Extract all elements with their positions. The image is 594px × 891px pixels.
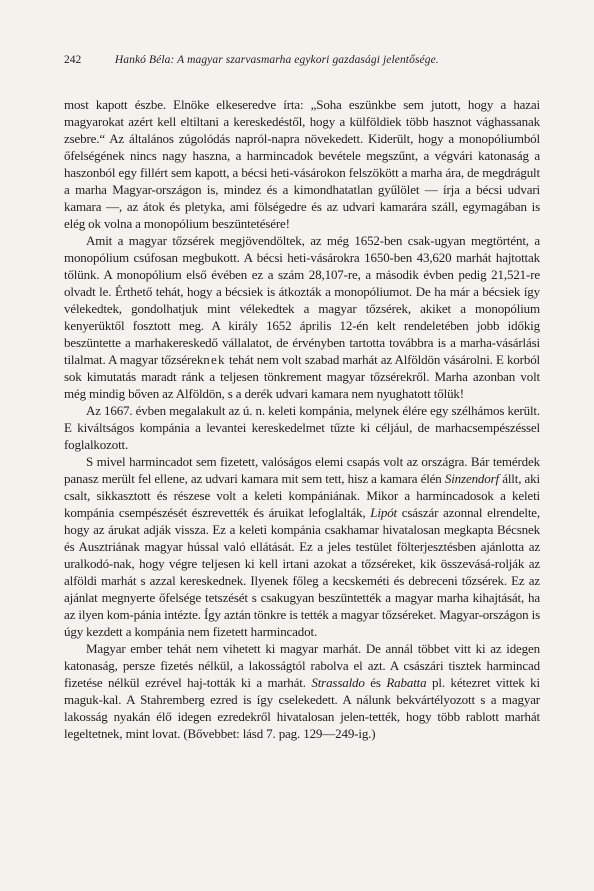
- paragraph: [64, 402, 540, 453]
- text-run: Rabatta: [386, 675, 427, 690]
- text-run: S mivel harmincadot sem fizetett, valóságos elemi csapás volt az országra. Bár temérdek panasz merült fel ellene, az udvari kamara mit sem tett, hisz a kamara élén: [64, 454, 540, 486]
- text-run: pl. kétezret vittek ki maguk-kal. A Stahremberg ezred is így cselekedett. A nálunk bekvártélyozott s a magyar lakosság nyakán élő idegen ezredekről hivatalosan jelen-tették, hogy több rablott marhát legeltetnek, mint lovat. (Bővebbet: lásd 7. pag. 129—249-ig.): [64, 675, 540, 741]
- paragraph: [64, 96, 540, 232]
- text-run: állt, aki csalt, sikkasztott és részese volt a keleti kompániának. Mikor a harmincadosok a keleti kompánia csempészését észrevették és áruikat lefoglalták,: [64, 471, 540, 520]
- paragraph: [64, 232, 540, 402]
- text-run: Strassaldo: [311, 675, 365, 690]
- paragraph: [64, 453, 540, 640]
- text-run: most kapott észbe. Elnöke elkeseredve írta: „Soha eszünkbe sem jutott, hogy a hazai magyarokat azért kell eltiltani a kereskedéstől, hogy a külföldiek több hasznot vághassanak zsebre.“ Az általános zúgolódás napról-napra növekedett. Kiderült, hogy a monopóliumból őfelségének nincs nagy haszna, a harmincadok bevétele megszűnt, a végvári katonaság a haszonból egy fillért sem kapott, a bécsi heti-vásárokon felszökött a marha ára, de megdrágult a marha Magyar-országon is, mindez és a kimondhatatlan gyűlölet — írja a bécsi udvari kamara —, az átok és pletyka, ami fölségedre és az udvari kamarára száll, egymagában is elég ok volna a monopólium beszüntetésére!: [64, 97, 540, 231]
- text-run: Amit a magyar tőzsérek megjövendöltek, az még 1652-ben csak-ugyan megtörtént, a monopólium csúfosan megbukott. A bécsi heti-vásárokra 1650-ben 43,620 marhát hajtottak tőlünk. A monopólium első évében ez a szám 28,107-re, a második évben pedig 21,521-re olvadt le. Érthető tehát, hogy a bécsiek is átkozták a monopóliumot. De ha már a bécsiek így vélekedtek, gondolhatjuk mint vélekedtek a magyar tőzsérek, akiket a monopólium kenyerüktől fosztott meg. A király 1652 április 12-én kelt rendeletében jobb időkig beszüntette a marhakereskedő vállalatot, de érvényben tartotta továbbra is a marha-vásárlási tilalmat. A magyar tőzsérek: [64, 233, 540, 367]
- running-header: [64, 54, 544, 66]
- text-run: Sinzendorf: [444, 471, 499, 486]
- body-text: [64, 96, 540, 742]
- text-run: és: [364, 675, 387, 690]
- running-title: Hankó Béla: A magyar szarvasmarha egykori gazdasági jelentősége.: [114, 54, 439, 66]
- text-run: Az 1667. évben megalakult az ú. n. keleti kompánia, melynek élére egy szélhámos került. E kiváltságos kompánia a levantei kereskedelmet tűzte ki céljául, de marhacsempészéssel foglalkozott.: [64, 403, 540, 452]
- text-run: Magyar ember tehát nem vihetett ki magyar marhát. De annál többet vitt ki az idegen katonaság, persze fizetés nélkül, a lakosságtól rabolva el azt. A császári tisztek harmincad fizetése nélkül ezrével haj-tották ki a marhát.: [64, 641, 540, 690]
- text-run: császár azonnal elrendelte, hogy az árukat adják vissza. Ez a keleti kompánia csakhamar hivatalosan megkapta Bécsnek és Ausztriának magyar hússal való ellátását. Ez a jeles testület fölterjesztésben ajánlotta az uralkodó-nak, hogy végre teljesen ki kell irtani azokat a tőzséreket, kik összevásá-rolják az alföldi marhát s azzal kereskednek. Ilyenek főleg a kecskeméti és debreceni tőzsérek. Ez az ajánlat megnyerte őfelsége tetszését s csakugyan beszüntették a magyar marha kihajtását, ha az ilyen kom-pánia intézte. Így aztán tönkre is tették a magyar tőzséreket. Magyar-országon is úgy kezdett a kompánia nem fizetett harmincadot.: [64, 505, 540, 639]
- text-run: Lipót: [370, 505, 398, 520]
- paragraph: [64, 640, 540, 742]
- page-number: 242: [64, 54, 82, 66]
- text-run: nek: [203, 352, 226, 367]
- text-run: tehát nem volt szabad marhát az Alföldön vásárolni. E korból sok kimutatás maradt ránk a teljesen tönkrement magyar tőzsérekről. Marha azonban volt még mindig bőven az Alföldön, s a derék udvari kamara nem nyughatott tőlük!: [64, 352, 541, 401]
